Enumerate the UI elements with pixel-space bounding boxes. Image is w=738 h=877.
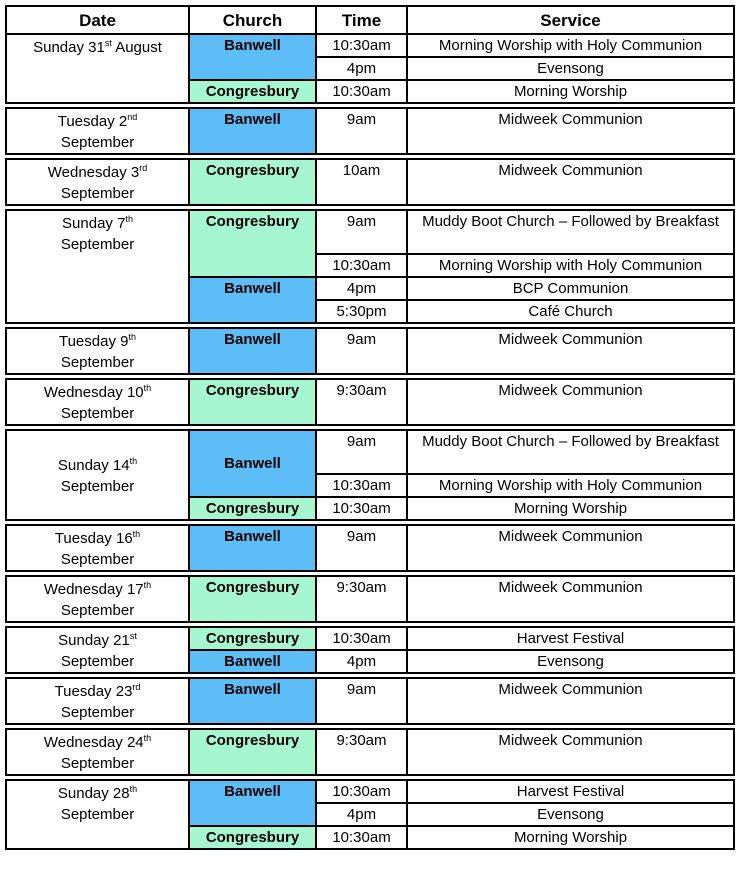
table-row xyxy=(6,210,734,254)
service-cell: Morning Worship with Holy Communion xyxy=(407,34,734,57)
date-day-line xyxy=(9,528,186,549)
date-suffix: st xyxy=(104,38,112,48)
date-month: September xyxy=(60,185,135,202)
church-cell-congresbury: Congresbury xyxy=(189,826,316,849)
date-month: September xyxy=(60,806,135,823)
date-suffix: th xyxy=(128,332,136,342)
time-cell: 9am xyxy=(316,525,407,571)
date-month: September xyxy=(60,236,135,253)
time-cell: 9am xyxy=(316,108,407,154)
date-day-line xyxy=(9,732,186,753)
table-row xyxy=(6,729,734,775)
date-cell xyxy=(6,210,189,323)
table-row xyxy=(6,525,734,571)
service-cell: Midweek Communion xyxy=(407,678,734,724)
date-day-line xyxy=(33,39,112,56)
date-cell xyxy=(6,678,189,724)
service-cell: Midweek Communion xyxy=(407,108,734,154)
church-cell-congresbury: Congresbury xyxy=(189,576,316,622)
date-cell xyxy=(6,159,189,205)
time-cell: 9:30am xyxy=(316,379,407,425)
date-day-line xyxy=(9,681,186,702)
date-suffix: th xyxy=(129,456,138,466)
date-suffix: th xyxy=(125,214,133,224)
time-cell: 9am xyxy=(316,328,407,374)
church-cell-banwell: Banwell xyxy=(189,525,316,571)
church-cell-banwell: Banwell xyxy=(189,108,316,154)
date-day: Wednesday 17 xyxy=(43,581,144,598)
date-month: September xyxy=(60,755,135,772)
service-cell: Morning Worship with Holy Communion xyxy=(407,474,734,497)
church-cell-banwell: Banwell xyxy=(189,277,316,323)
date-month: September xyxy=(60,704,135,721)
date-day: Tuesday 16 xyxy=(54,530,133,547)
date-suffix: th xyxy=(143,383,152,393)
service-cell: Evensong xyxy=(407,803,734,826)
time-cell: 10:30am xyxy=(316,826,407,849)
date-day: Sunday 31 xyxy=(33,39,105,56)
service-cell: Midweek Communion xyxy=(407,576,734,622)
church-cell-congresbury: Congresbury xyxy=(189,210,316,277)
date-suffix: th xyxy=(129,784,138,794)
header-date: Date xyxy=(6,6,189,34)
time-cell: 4pm xyxy=(316,803,407,826)
service-cell: Morning Worship xyxy=(407,826,734,849)
service-cell: Evensong xyxy=(407,57,734,80)
date-suffix: rd xyxy=(139,163,148,173)
time-cell: 10:30am xyxy=(316,34,407,57)
table-row xyxy=(6,678,734,724)
service-cell: Midweek Communion xyxy=(407,159,734,205)
date-month: September xyxy=(60,134,135,151)
date-month: September xyxy=(60,602,135,619)
service-cell: Harvest Festival xyxy=(407,627,734,650)
date-day: Sunday 7 xyxy=(62,215,126,232)
time-cell: 9:30am xyxy=(316,729,407,775)
date-cell xyxy=(6,576,189,622)
time-cell: 10am xyxy=(316,159,407,205)
date-day-line xyxy=(9,213,186,234)
date-suffix: th xyxy=(143,580,152,590)
date-day-line xyxy=(9,331,186,352)
date-day: Wednesday 24 xyxy=(43,734,144,751)
date-suffix: th xyxy=(132,529,141,539)
church-cell-congresbury: Congresbury xyxy=(189,379,316,425)
church-cell-banwell: Banwell xyxy=(189,328,316,374)
table-row xyxy=(6,328,734,374)
date-day: Wednesday 3 xyxy=(47,164,140,181)
date-day: Sunday 21 xyxy=(58,632,130,649)
service-cell: Midweek Communion xyxy=(407,379,734,425)
table-row xyxy=(6,576,734,622)
table-row xyxy=(6,34,734,57)
service-cell: BCP Communion xyxy=(407,277,734,300)
date-day-line xyxy=(9,579,186,600)
date-day: Tuesday 23 xyxy=(54,683,133,700)
church-cell-congresbury: Congresbury xyxy=(189,627,316,650)
date-cell xyxy=(6,379,189,425)
service-cell: Morning Worship xyxy=(407,497,734,520)
schedule-body xyxy=(6,34,734,849)
date-suffix: nd xyxy=(127,112,138,122)
date-suffix: th xyxy=(143,733,152,743)
table-row xyxy=(6,379,734,425)
time-cell: 10:30am xyxy=(316,80,407,103)
date-day: Sunday 28 xyxy=(57,785,130,802)
date-month: September xyxy=(60,478,135,495)
date-day: Tuesday 9 xyxy=(58,333,129,350)
church-cell-banwell: Banwell xyxy=(189,34,316,80)
service-cell: Morning Worship with Holy Communion xyxy=(407,254,734,277)
church-cell-congresbury: Congresbury xyxy=(189,159,316,205)
date-month: August xyxy=(115,39,162,56)
date-suffix: st xyxy=(129,631,137,641)
header-time: Time xyxy=(316,6,407,34)
date-day: Sunday 14 xyxy=(57,457,130,474)
service-cell: Midweek Communion xyxy=(407,729,734,775)
service-cell: Midweek Communion xyxy=(407,328,734,374)
time-cell: 9am xyxy=(316,678,407,724)
time-cell: 5:30pm xyxy=(316,300,407,323)
date-cell xyxy=(6,108,189,154)
date-day-line xyxy=(9,630,186,651)
time-cell: 10:30am xyxy=(316,474,407,497)
date-day-line xyxy=(9,783,186,804)
church-cell-banwell: Banwell xyxy=(189,678,316,724)
date-day: Wednesday 10 xyxy=(43,384,144,401)
date-suffix: rd xyxy=(132,682,141,692)
date-cell xyxy=(6,525,189,571)
table-row xyxy=(6,159,734,205)
date-month: September xyxy=(60,551,135,568)
table-row xyxy=(6,430,734,474)
date-day: Tuesday 2 xyxy=(57,113,128,130)
date-day-line xyxy=(9,111,186,132)
church-cell-banwell: Banwell xyxy=(189,780,316,826)
table-row xyxy=(6,108,734,154)
service-cell: Muddy Boot Church – Followed by Breakfast xyxy=(407,430,734,474)
service-cell: Morning Worship xyxy=(407,80,734,103)
time-cell: 4pm xyxy=(316,57,407,80)
time-cell: 9:30am xyxy=(316,576,407,622)
date-month: September xyxy=(60,405,135,422)
date-cell xyxy=(6,34,189,103)
header-row xyxy=(6,6,734,34)
time-cell: 10:30am xyxy=(316,497,407,520)
church-cell-congresbury: Congresbury xyxy=(189,80,316,103)
service-cell: Muddy Boot Church – Followed by Breakfast xyxy=(407,210,734,254)
date-cell xyxy=(6,627,189,673)
date-cell xyxy=(6,328,189,374)
date-day-line xyxy=(9,382,186,403)
date-cell xyxy=(6,729,189,775)
header-service: Service xyxy=(407,6,734,34)
date-day-line xyxy=(9,455,186,476)
table-header xyxy=(6,6,734,34)
header-church: Church xyxy=(189,6,316,34)
church-cell-congresbury: Congresbury xyxy=(189,497,316,520)
time-cell: 4pm xyxy=(316,277,407,300)
time-cell: 9am xyxy=(316,210,407,254)
date-cell xyxy=(6,430,189,520)
service-cell: Café Church xyxy=(407,300,734,323)
service-cell: Harvest Festival xyxy=(407,780,734,803)
date-day-line xyxy=(9,162,186,183)
church-cell-banwell: Banwell xyxy=(189,430,316,497)
service-cell: Evensong xyxy=(407,650,734,673)
church-cell-banwell: Banwell xyxy=(189,650,316,673)
time-cell: 4pm xyxy=(316,650,407,673)
table-row xyxy=(6,780,734,803)
date-month: September xyxy=(60,653,135,670)
table-row xyxy=(6,627,734,650)
church-cell-congresbury: Congresbury xyxy=(189,729,316,775)
date-cell xyxy=(6,780,189,849)
date-month: September xyxy=(60,354,135,371)
time-cell: 10:30am xyxy=(316,254,407,277)
service-schedule-table xyxy=(5,5,735,850)
time-cell: 10:30am xyxy=(316,627,407,650)
time-cell: 9am xyxy=(316,430,407,474)
time-cell: 10:30am xyxy=(316,780,407,803)
service-cell: Midweek Communion xyxy=(407,525,734,571)
